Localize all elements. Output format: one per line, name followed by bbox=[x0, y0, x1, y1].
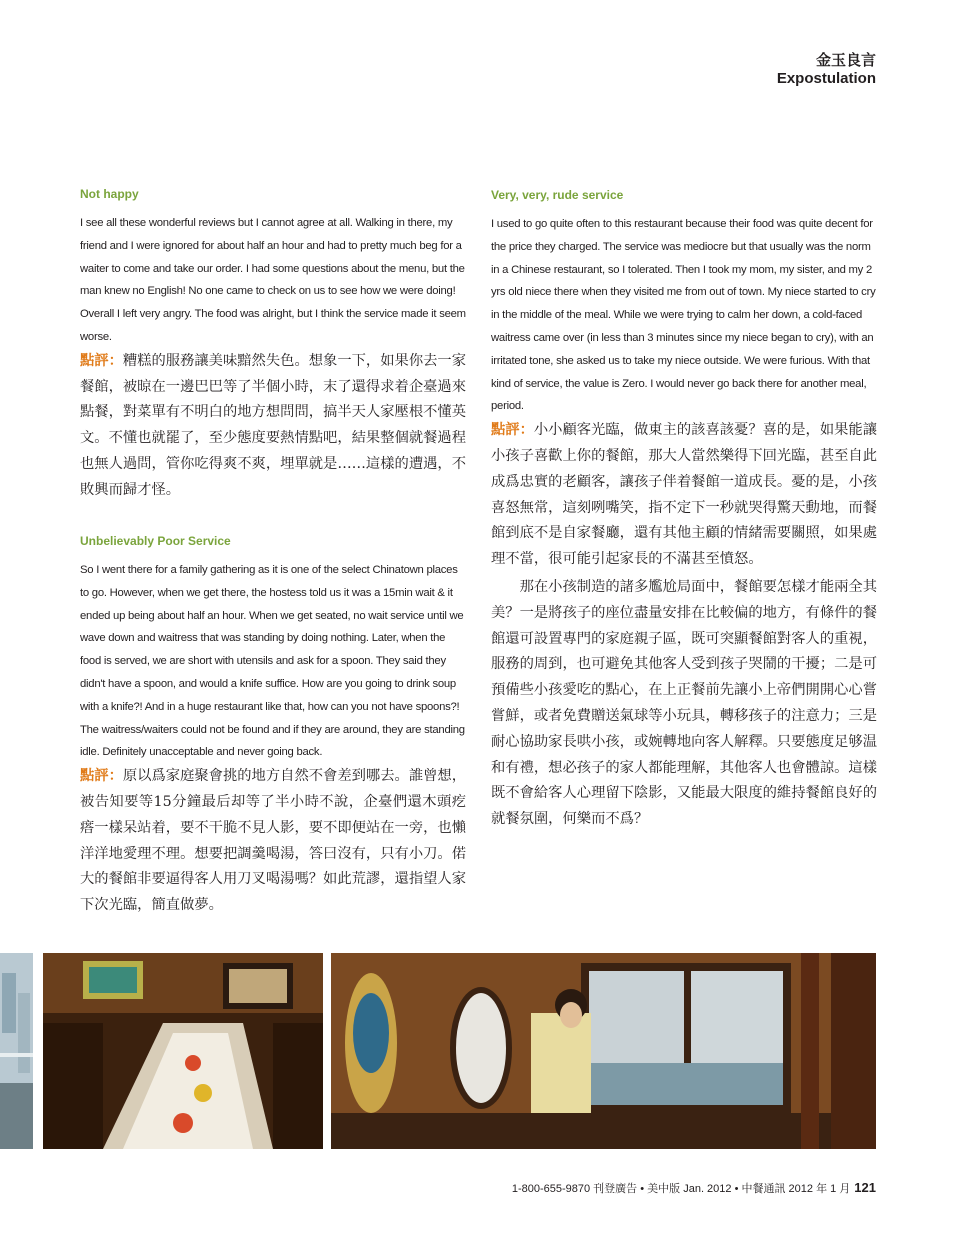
photo-private-dining-room bbox=[43, 953, 323, 1149]
photo-city-window bbox=[0, 953, 33, 1149]
review-body: So I went there for a family gathering as it is one of the select Chinatown places to go. However, when we get there, the hostess told us it was a 15min wait & it ended up being about half an hour. When we get seated, no wait service until we wave down and waitress that was standing by doing nothing. Later, when the food is served, we are short with utensils and ask for a spoon. They said they didn't have a spoon, and would a knife suffice. How are you going to drink soup with a knife?! And in a huge restaurant like that, how can you not have spoons?! The waitress/waiters could not be found and if they are around, they are standing idle. Definitely unacceptable and never going back. bbox=[80, 564, 465, 759]
comment-label: 點評： bbox=[80, 352, 123, 369]
comment-label: 點評： bbox=[80, 768, 123, 785]
comment-text: 原以爲家庭聚會挑的地方自然不會差到哪去。誰曾想，被告知要等15分鐘最后却等了半小時不說，企臺們還木頭疙瘩一樣呆站着，要不干脆不見人影，要不即便站在一旁，也懶洋洋地愛理不理。想要把調羹喝湯，答曰沒有，只有小刀。偌大的餐館非要逼得客人用刀叉喝湯嗎？如此荒謬，還指望人家下次光臨，簡直做夢。 bbox=[80, 768, 467, 914]
review-body: I used to go quite often to this restaurant because their food was quite decent for the price they charged. The service was mediocre but that usually was the norm in a Chinese restaurant, so I tolerated. Then I took my mom, my sister, and my 2 yrs old niece there when they visited me from out of town. My niece started to cry in the middle of the meal. While we were trying to calm her down, a cold-faced waitress came over (in less than 3 minutes since my niece began to cry), with an irritated tone, she asked us to take my niece outside. We were furious. With that kind of service, the value is Zero. I would never go back there for another meal, period. bbox=[491, 218, 876, 413]
advice-paragraph: 那在小孩制造的諸多尷尬局面中，餐館要怎樣才能兩全其美？一是將孩子的座位盡量安排在比較偏的地方，有條件的餐館還可設置專門的家庭親子區，既可突顯餐館對客人的重視，服務的周到，也可避免其他客人受到孩子哭鬧的干擾；二是可預備些小孩愛吃的點心，在上正餐前先讓小上帝們開開心心嘗嘗鮮，或者免費贈送氣球等小玩具，轉移孩子的注意力；三是耐心協助家長哄小孩，或婉轉地向客人解釋。只要態度足够温和有禮，想必孩子的家人都能理解，其他客人也會體諒。這樣既不會給客人心理留下陰影，又能最大限度的維持餐館良好的就餐氛圍，何樂而不爲？ bbox=[491, 578, 878, 828]
comment-text: 糟糕的服務讓美味黯然失色。想象一下，如果你去一家餐館，被晾在一邊巴巴等了半個小時，末了還得求着企臺過來點餐，對菜單有不明白的地方想問問，搞半天人家壓根不懂英文。不懂也就罷了，至少態度要熱情點吧，結果整個就餐過程也無人過問，管你吃得爽不爽，埋單就是……這樣的遭遇，不敗興而歸才怪。 bbox=[80, 352, 467, 498]
right-column bbox=[491, 186, 877, 833]
review-body: I see all these wonderful reviews but I cannot agree at all. Walking in there, my friend and I were ignored for about half an hour and had to pretty much beg for a waiter to come and take our order. I had some questions about the menu, but the man knew no English! No one came to check on us to see how we were doing! Overall I left very angry. The food was alright, but I think the service made it seem worse. bbox=[80, 217, 466, 343]
left-column-lower bbox=[80, 532, 466, 919]
review-title: Very, very, rude service bbox=[491, 188, 624, 202]
review-comment bbox=[491, 418, 877, 573]
comment-text: 小小顧客光臨，做東主的該喜該憂？喜的是，如果能讓小孩子喜歡上你的餐館，那大人當然樂得下回光臨，甚至自此成爲忠實的老顧客，讓孩子伴着餐館一道成長。憂的是，小孩喜怒無常，這刻咧嘴笑，指不定下一秒就哭得驚天動地，而餐館到底不是自家餐廳，還有其他主顧的情緒需要關照，如果處理不當，很可能引起家長的不滿甚至憤怒。 bbox=[491, 422, 878, 568]
page-number: 121 bbox=[854, 1180, 876, 1195]
comment-label: 點評： bbox=[491, 422, 534, 439]
review-title: Not happy bbox=[80, 187, 139, 201]
footer-text: 1-800-655-9870 刊登廣告 • 美中版 Jan. 2012 • 中餐通訊 2012 年 1 月 bbox=[511, 1183, 851, 1195]
review-comment bbox=[80, 764, 466, 919]
page-footer bbox=[512, 1180, 876, 1196]
left-column bbox=[80, 185, 466, 504]
review-title: Unbelievably Poor Service bbox=[80, 534, 231, 548]
photo-strip bbox=[0, 953, 876, 1149]
review-comment bbox=[80, 349, 466, 504]
section-title-en: Expostulation bbox=[776, 70, 876, 87]
page-header bbox=[777, 50, 876, 88]
photo-restaurant-waitress bbox=[331, 953, 876, 1149]
section-title-zh: 金玉良言 bbox=[815, 51, 876, 69]
